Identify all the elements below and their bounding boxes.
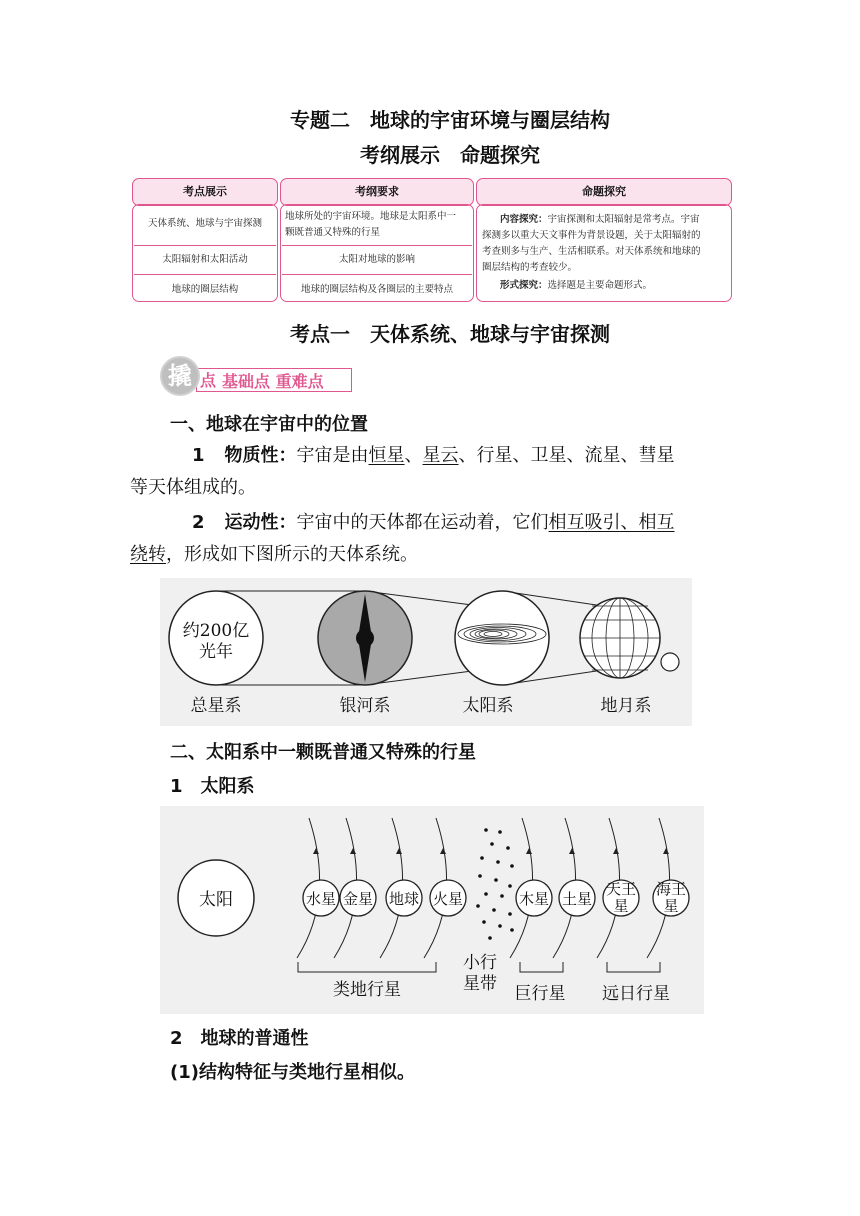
asteroid-dot <box>484 828 488 832</box>
exam-outline-table <box>132 178 732 302</box>
section-title: 考点一 天体系统、地球与宇宙探测 <box>290 322 610 346</box>
planet-label: 海王 <box>655 880 687 898</box>
asteroid-dot <box>508 884 512 888</box>
label-asteroid-belt-1: 小行 <box>463 953 497 973</box>
label-earth-moon: 地月系 <box>600 696 652 716</box>
asteroid-dot <box>496 860 500 864</box>
label-terrestrial: 类地行星 <box>333 980 401 1000</box>
item-materiality: 1 物质性：宇宙是由恒星、星云、行星、卫星、流星、彗星 等天体组成的。 <box>130 445 675 498</box>
asteroid-dot <box>498 830 502 834</box>
heading-earth-position: 一、地球在宇宙中的位置 <box>170 414 368 435</box>
label-total-galaxy: 总星系 <box>190 696 242 716</box>
inquiry-content-line: 考查则多与生产、生活相联系。对天体系统和地球的 <box>482 246 701 257</box>
item-motion: 2 运动性：宇宙中的天体都在运动着，它们相互吸引、相互 绕转，形成如下图所示的天体系统。 <box>130 512 675 565</box>
planet-label: 木星 <box>518 890 550 908</box>
table-cell-requirement: 太阳对地球的影响 <box>338 254 415 265</box>
inquiry-form-line: 形式探究：选择题是主要命题形式。 <box>500 280 653 291</box>
label-solar-system: 太阳系 <box>462 696 514 716</box>
table-cell-requirement: 地球所处的宇宙环境。地球是太阳系中一 <box>285 211 457 222</box>
asteroid-dot <box>506 846 510 850</box>
label-asteroid-belt-2: 星带 <box>463 974 497 994</box>
inquiry-content-label: 内容探究： <box>500 214 548 225</box>
label-far: 远日行星 <box>602 984 670 1004</box>
asteroid-dot <box>492 908 496 912</box>
planet-label: 天王 <box>605 880 637 898</box>
asteroid-dot <box>484 892 488 896</box>
galactic-center <box>356 629 374 647</box>
planet-label: 地球 <box>388 890 420 908</box>
label-milky-way: 银河系 <box>339 696 391 716</box>
table-cell-requirement: 地球的圈层结构及各圈层的主要特点 <box>300 284 453 295</box>
table-cell-topic: 地球的圈层结构 <box>171 284 239 295</box>
table-divider <box>134 245 276 246</box>
table-cell-requirement: 颗既普通又特殊的行星 <box>285 227 381 238</box>
asteroid-dot <box>498 924 502 928</box>
asteroid-dot <box>494 878 498 882</box>
document-subtitle: 考纲展示 命题探究 <box>360 143 540 167</box>
badge-label: 基础点 重难点 <box>222 372 324 391</box>
table-header-topic: 考点展示 <box>132 178 278 206</box>
asteroid-dot <box>482 920 486 924</box>
document-title: 专题二 地球的宇宙环境与圈层结构 <box>290 108 610 132</box>
badge-seal: 撬 <box>160 356 200 396</box>
table-header-inquiry: 命题探究 <box>476 178 732 206</box>
asteroid-dot <box>476 904 480 908</box>
table-divider <box>134 274 276 275</box>
planet-label: 土星 <box>561 890 593 908</box>
asteroid-dot <box>510 864 514 868</box>
planet-label: 金星 <box>342 890 374 908</box>
inquiry-form-label: 形式探究： <box>500 280 548 291</box>
planet-label: 星 <box>613 897 629 915</box>
solar-system-figure <box>160 806 704 1014</box>
asteroid-dot <box>510 928 514 932</box>
table-cell-topic: 天体系统、地球与宇宙探测 <box>147 218 262 229</box>
distance-unit: 光年 <box>199 642 233 662</box>
sun-label: 太阳 <box>199 890 233 910</box>
heading-special-planet: 二、太阳系中一颗既普通又特殊的行星 <box>170 742 476 763</box>
asteroid-dot <box>508 912 512 916</box>
moon <box>661 653 679 671</box>
badge-tail: 点 <box>200 371 217 390</box>
inquiry-content-line: 圈层结构的考查较少。 <box>482 262 578 273</box>
inquiry-content-line: 探测多以重大天文事件为背景设题，关于太阳辐射的 <box>482 230 701 241</box>
label-giant: 巨行星 <box>514 984 566 1004</box>
table-cell-topic: 太阳辐射和太阳活动 <box>162 254 248 265</box>
subheading-earth-ordinary: 2 地球的普通性 <box>170 1028 309 1049</box>
asteroid-dot <box>478 874 482 878</box>
table-divider <box>282 245 472 246</box>
asteroid-dot <box>488 936 492 940</box>
planet-label: 火星 <box>432 890 464 908</box>
asteroid-dot <box>500 894 504 898</box>
subheading-solar-system: 1 太阳系 <box>170 776 255 797</box>
celestial-systems-figure <box>160 578 692 726</box>
asteroid-dot <box>490 842 494 846</box>
asteroid-dot <box>480 856 484 860</box>
distance-label: 约200亿 <box>182 621 250 641</box>
table-divider <box>282 274 472 275</box>
planet-label: 水星 <box>305 890 337 908</box>
planet-label: 星 <box>663 897 679 915</box>
inquiry-content-line: 内容探究：宇宙探测和太阳辐射是常考点。宇宙 <box>500 214 700 225</box>
point-structure: (1)结构特征与类地行星相似。 <box>170 1062 415 1083</box>
table-header-requirement: 考纲要求 <box>280 178 474 206</box>
